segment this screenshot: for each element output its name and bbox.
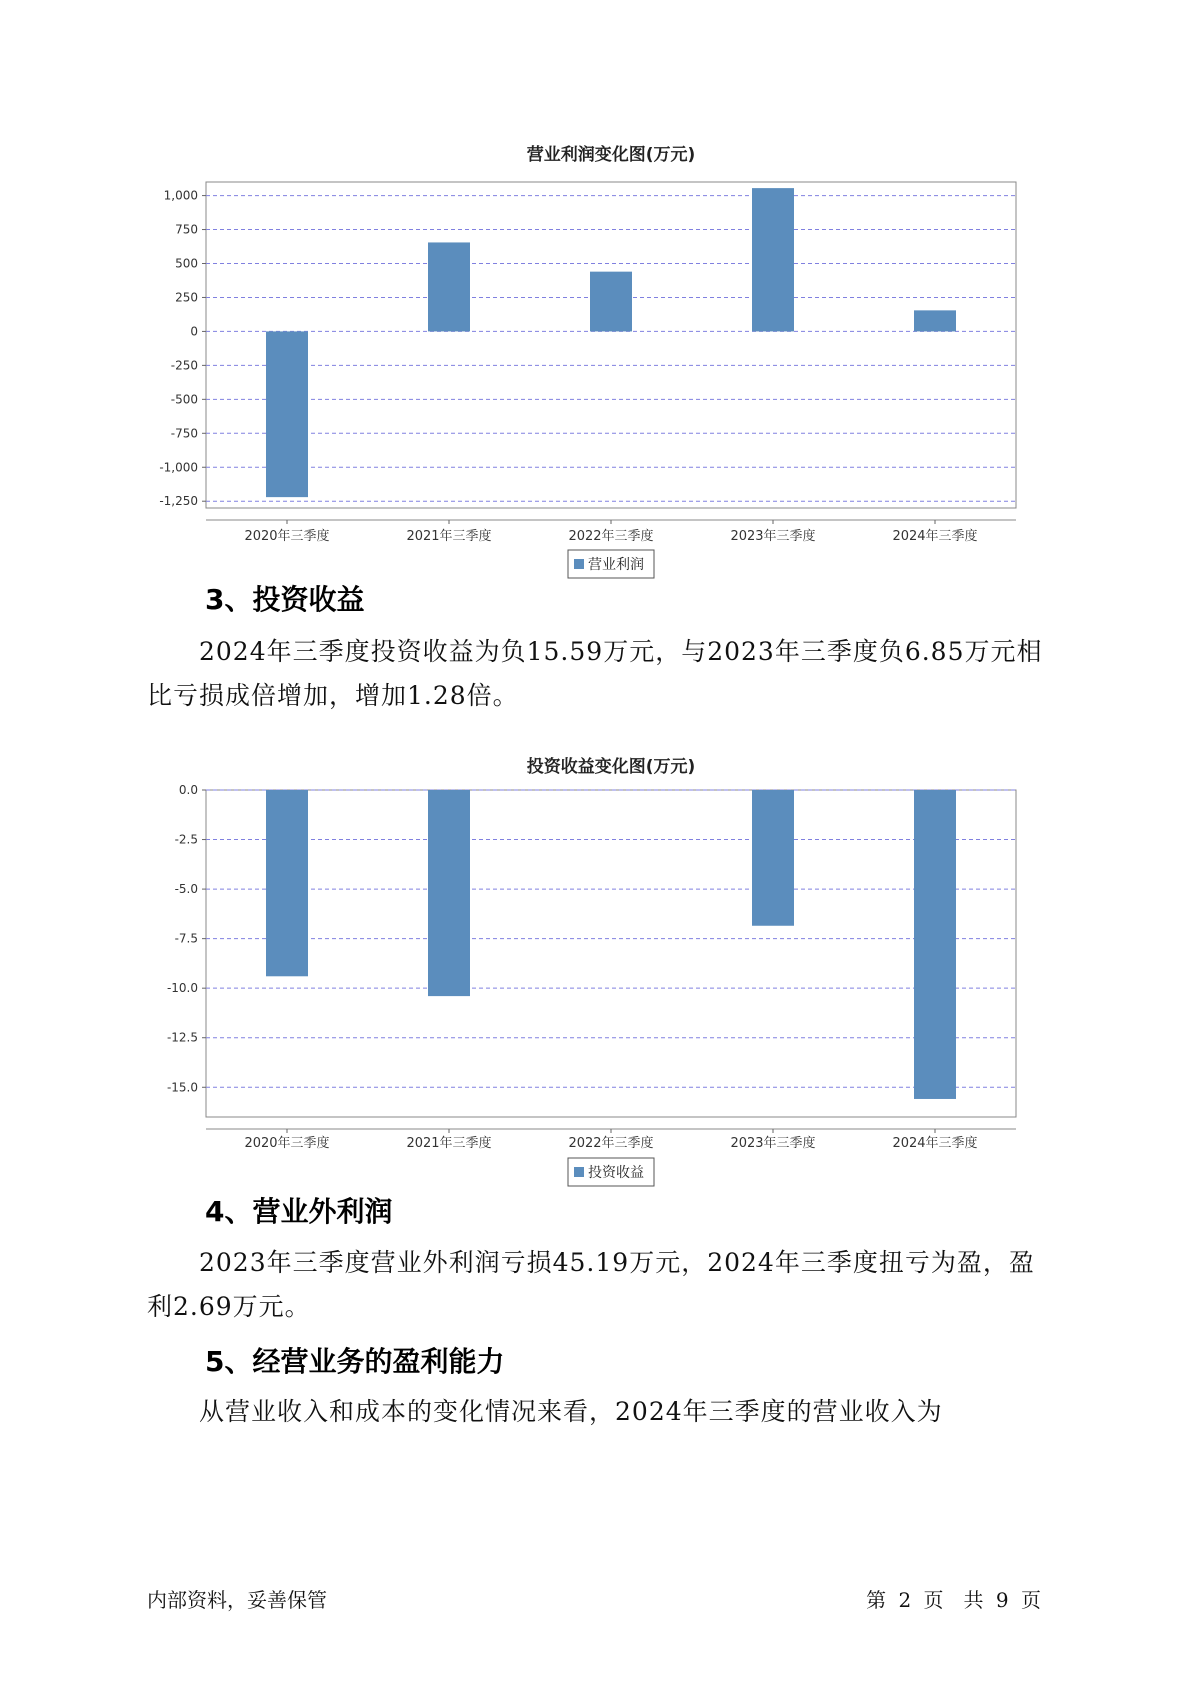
y-tick-label: 0 [190,324,198,339]
section-3-text: 2024年三季度投资收益为负15.59万元，与2023年三季度负6.85万元相比亏损成倍增加，增加1.28倍。 [147,637,1043,710]
legend-swatch [574,1167,584,1177]
bar [752,188,794,331]
chart-title: 投资收益变化图(万元) [526,757,696,777]
x-tick-label: 2021年三季度 [406,529,492,544]
investment-income-chart-svg [0,740,1191,1181]
section-4-title: 4、营业外利润 [205,1195,393,1228]
y-tick-label: -750 [170,426,198,441]
plot-area [206,182,1016,508]
y-tick-label: 0.0 [178,783,198,797]
footer-page-suffix: 页 [1021,1588,1041,1612]
section-5-text: 从营业收入和成本的变化情况来看，2024年三季度的营业收入为 [199,1397,943,1426]
x-tick-label: 2024年三季度 [892,529,978,544]
legend-swatch [574,559,584,569]
y-tick-label: 1,000 [163,188,198,203]
y-tick-label: -7.5 [174,931,198,946]
bar [428,790,470,996]
operating-profit-chart [0,130,1191,573]
footer-page-mid: 页 共 [923,1588,984,1612]
x-tick-label: 2020年三季度 [244,1136,330,1151]
x-tick-label: 2021年三季度 [406,1136,492,1151]
bar [590,272,632,332]
footer-page-number [860,1584,1041,1613]
y-tick-label: -10.0 [166,981,198,996]
bar [752,790,794,926]
chart-title: 营业利润变化图(万元) [526,145,696,165]
footer-page-total: 9 [995,1588,1009,1612]
y-tick-label: -12.5 [166,1030,198,1045]
y-tick-label: -15.0 [166,1080,198,1095]
y-tick-label: -5.0 [174,882,198,897]
bar [914,310,956,331]
legend-label: 营业利润 [588,557,644,573]
section-4-text: 2023年三季度营业外利润亏损45.19万元，2024年三季度扭亏为盈，盈利2.69万元。 [147,1248,1035,1321]
bar [914,790,956,1099]
investment-income-chart [0,740,1191,1181]
footer-page-current: 2 [898,1588,912,1612]
x-tick-label: 2020年三季度 [244,529,330,544]
x-tick-label: 2022年三季度 [568,529,654,544]
operating-profit-chart-svg [0,130,1191,573]
y-tick-label: -250 [170,358,198,373]
x-tick-label: 2023年三季度 [730,1136,816,1151]
footer-confidential-note: 内部资料，妥善保管 [147,1588,327,1612]
x-tick-label: 2023年三季度 [730,529,816,544]
y-tick-label: -1,250 [159,494,198,509]
y-tick-label: -1,000 [159,460,198,475]
y-tick-label: 500 [175,256,198,271]
bar [266,331,308,497]
y-tick-label: -2.5 [174,832,198,847]
y-tick-label: 750 [175,222,198,237]
footer-page-prefix: 第 [866,1588,887,1612]
y-tick-label: -500 [170,392,198,407]
y-tick-label: 250 [175,290,198,305]
bar [266,790,308,976]
x-tick-label: 2022年三季度 [568,1136,654,1151]
section-5-title: 5、经营业务的盈利能力 [205,1345,505,1378]
legend-label: 投资收益 [588,1165,644,1181]
x-tick-label: 2024年三季度 [892,1136,978,1151]
section-3-title: 3、投资收益 [205,583,365,616]
bar [428,242,470,331]
